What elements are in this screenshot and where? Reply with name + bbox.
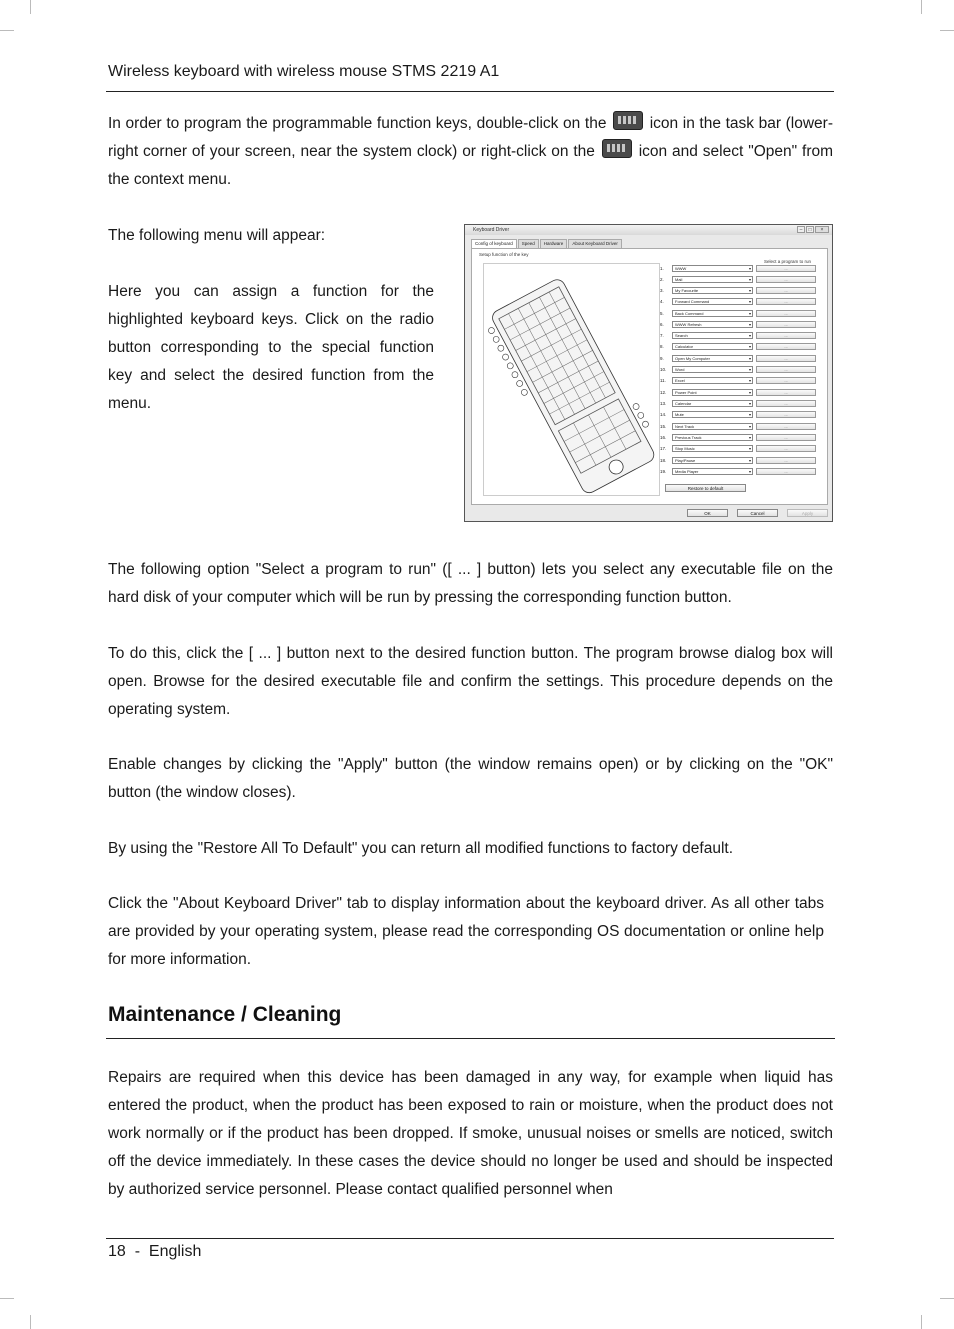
function-number: 1. xyxy=(660,266,664,271)
function-select[interactable]: Search ▾ xyxy=(672,332,753,339)
browse-program-button[interactable]: ... xyxy=(756,400,816,407)
function-number: 17. xyxy=(660,446,667,451)
restore-default-button[interactable]: Restore to default xyxy=(665,484,746,492)
apply-button[interactable]: Apply xyxy=(787,509,828,517)
browse-program-button[interactable]: ... xyxy=(756,332,816,339)
browse-program-button[interactable]: ... xyxy=(756,366,816,373)
function-number: 13. xyxy=(660,401,667,406)
function-number: 19. xyxy=(660,469,667,474)
page-number: 18 xyxy=(108,1243,126,1260)
cancel-button[interactable]: Cancel xyxy=(737,509,778,517)
function-number: 18. xyxy=(660,458,667,463)
function-row xyxy=(660,321,825,330)
page-footer xyxy=(108,1243,201,1261)
function-number: 4. xyxy=(660,299,664,304)
about-paragraph: Click the "About Keyboard Driver" tab to display information about the keyboard driver. As all other tabs are provided by your operating system, please read the corresponding OS documentation or online help for more information. xyxy=(108,895,824,968)
tab-about-keyboard-driver[interactable]: About Keyboard Driver xyxy=(568,239,622,248)
function-number: 12. xyxy=(660,390,667,395)
browse-program-button[interactable]: ... xyxy=(756,355,816,362)
browse-program-button[interactable]: ... xyxy=(756,411,816,418)
select-program-paragraph: The following option "Select a program to run" ([ ... ] button) lets you select any executable file on the hard disk of your computer which will be run by pressing the corresponding function button. xyxy=(108,561,833,606)
function-select[interactable]: Calendar ▾ xyxy=(672,400,753,407)
dialog-titlebar xyxy=(465,225,832,235)
browse-program-button[interactable]: ... xyxy=(756,377,816,384)
browse-program-button[interactable]: ... xyxy=(756,298,816,305)
browse-paragraph: To do this, click the [ ... ] button next to the desired function button. The program browse dialog box will open. Browse for the desired executable file and confirm the settings. This procedure depends on the operating system. xyxy=(108,645,833,718)
setup-function-label: Setup function of the key xyxy=(479,252,529,257)
browse-program-button[interactable]: ... xyxy=(756,445,816,452)
function-select[interactable]: Back Command ▾ xyxy=(672,310,753,317)
keyboard-tray-icon xyxy=(602,139,632,158)
browse-program-button[interactable]: ... xyxy=(756,389,816,396)
ok-button[interactable]: OK xyxy=(687,509,728,517)
function-row xyxy=(660,298,825,307)
browse-program-button[interactable]: ... xyxy=(756,287,816,294)
dialog-tabs xyxy=(471,239,623,248)
menu-appear-text: The following menu will appear: xyxy=(108,227,326,244)
keyboard-drawing xyxy=(484,264,659,495)
function-row xyxy=(660,366,825,375)
function-row xyxy=(660,287,825,296)
function-row xyxy=(660,423,825,432)
footer-rule xyxy=(106,1238,834,1239)
browse-program-button[interactable]: ... xyxy=(756,343,816,350)
function-number: 5. xyxy=(660,311,664,316)
select-program-label: Select a program to run xyxy=(763,259,811,264)
browse-program-button[interactable]: ... xyxy=(756,265,816,272)
crop-mark xyxy=(940,30,954,31)
intro-text-1: In order to program the programmable function keys, double-click on the xyxy=(108,115,607,132)
function-select[interactable]: Next Track ▾ xyxy=(672,423,753,430)
function-select[interactable]: Calculator ▾ xyxy=(672,343,753,350)
function-row xyxy=(660,468,825,477)
function-row xyxy=(660,389,825,398)
browse-program-button[interactable]: ... xyxy=(756,310,816,317)
apply-paragraph: Enable changes by clicking the "Apply" button (the window remains open) or by clicking on the "OK" button (the window closes). xyxy=(108,756,833,801)
function-number: 15. xyxy=(660,424,667,429)
section-heading: Maintenance / Cleaning xyxy=(108,1003,342,1026)
function-select[interactable]: Open My Computer ▾ xyxy=(672,355,753,362)
function-select[interactable]: Play/Pause ▾ xyxy=(672,457,753,464)
crop-mark xyxy=(0,30,14,31)
function-number: 7. xyxy=(660,333,664,338)
restore-paragraph: By using the "Restore All To Default" you can return all modified functions to factory default. xyxy=(108,840,734,857)
footer-language: English xyxy=(148,1243,202,1260)
function-number: 8. xyxy=(660,344,664,349)
crop-mark xyxy=(921,0,922,14)
function-select[interactable]: WWW ▾ xyxy=(672,265,753,272)
function-number: 11. xyxy=(660,378,666,383)
config-panel xyxy=(471,248,828,505)
browse-program-button[interactable]: ... xyxy=(756,468,816,475)
function-row xyxy=(660,265,825,274)
minimize-icon[interactable]: – xyxy=(797,226,805,233)
function-number: 14. xyxy=(660,412,667,417)
crop-mark xyxy=(0,1298,14,1299)
browse-program-button[interactable]: ... xyxy=(756,423,816,430)
function-select[interactable]: Media Player ▾ xyxy=(672,468,753,475)
intro-text-2: icon in the task bar (lower-right corner of your screen, near the system clock) or right-click on the xyxy=(108,115,833,160)
section-rule xyxy=(106,1038,835,1039)
browse-program-button[interactable]: ... xyxy=(756,434,816,441)
running-header: Wireless keyboard with wireless mouse STMS 2219 A1 xyxy=(108,63,500,80)
function-number: 9. xyxy=(660,356,664,361)
tab-speed[interactable]: Speed xyxy=(518,239,539,248)
intro-text-3: icon and select "Open" from the context menu. xyxy=(108,143,834,188)
keyboard-driver-dialog xyxy=(464,224,833,522)
function-select[interactable]: Forward Command ▾ xyxy=(672,298,753,305)
crop-mark xyxy=(30,1315,31,1329)
function-row xyxy=(660,343,825,352)
function-select[interactable]: Previous Track ▾ xyxy=(672,434,753,441)
function-row xyxy=(660,355,825,364)
function-row xyxy=(660,310,825,319)
tab-config-keyboard[interactable]: Config of keyboard xyxy=(471,239,517,248)
browse-program-button[interactable]: ... xyxy=(756,321,816,328)
keyboard-tray-icon xyxy=(613,111,643,130)
function-select[interactable]: Word ▾ xyxy=(672,366,753,373)
function-number: 16. xyxy=(660,435,667,440)
function-select[interactable]: Excel ▾ xyxy=(672,377,753,384)
intro-paragraph xyxy=(108,110,833,194)
function-row xyxy=(660,434,825,443)
function-row xyxy=(660,400,825,409)
browse-program-button[interactable]: ... xyxy=(756,457,816,464)
function-select[interactable]: Power Point ▾ xyxy=(672,389,753,396)
function-row xyxy=(660,411,825,420)
function-select[interactable]: My Favourite ▾ xyxy=(672,287,753,294)
dialog-title: Keyboard Driver xyxy=(473,227,510,233)
function-select[interactable]: Mute ▾ xyxy=(672,411,753,418)
crop-mark xyxy=(940,1298,954,1299)
function-row xyxy=(660,445,825,454)
footer-separator: - xyxy=(134,1243,141,1260)
crop-mark xyxy=(921,1315,922,1329)
function-row xyxy=(660,276,825,285)
function-number: 2. xyxy=(660,277,664,282)
function-number: 10. xyxy=(660,367,667,372)
function-number: 6. xyxy=(660,322,664,327)
maintenance-paragraph: Repairs are required when this device has been damaged in any way, for example when liquid has entered the product, when the product has been exposed to rain or moisture, when the product does not work normally or if the product has been dropped. If smoke, unusual noises or smells are noticed, switch off the device immediately. In these cases the device should no longer be used and should be inspected by authorized service personnel. Please contact qualified personnel when xyxy=(108,1069,833,1198)
function-row xyxy=(660,377,825,386)
maximize-icon[interactable]: □ xyxy=(806,226,814,233)
function-row xyxy=(660,332,825,341)
crop-mark xyxy=(30,0,31,14)
close-icon[interactable]: × xyxy=(815,226,829,233)
assign-function-text: Here you can assign a function for the highlighted keyboard keys. Click on the radio button corresponding to the special function key and select the desired function from the menu. xyxy=(108,283,434,412)
tab-hardware[interactable]: Hardware xyxy=(540,239,568,248)
function-select[interactable]: Stop Music ▾ xyxy=(672,445,753,452)
function-select[interactable]: Mail ▾ xyxy=(672,276,753,283)
function-select[interactable]: WWW Refresh ▾ xyxy=(672,321,753,328)
function-number: 3. xyxy=(660,288,664,293)
header-rule xyxy=(106,91,834,92)
browse-program-button[interactable]: ... xyxy=(756,276,816,283)
keyboard-illustration xyxy=(483,263,660,496)
function-row xyxy=(660,457,825,466)
